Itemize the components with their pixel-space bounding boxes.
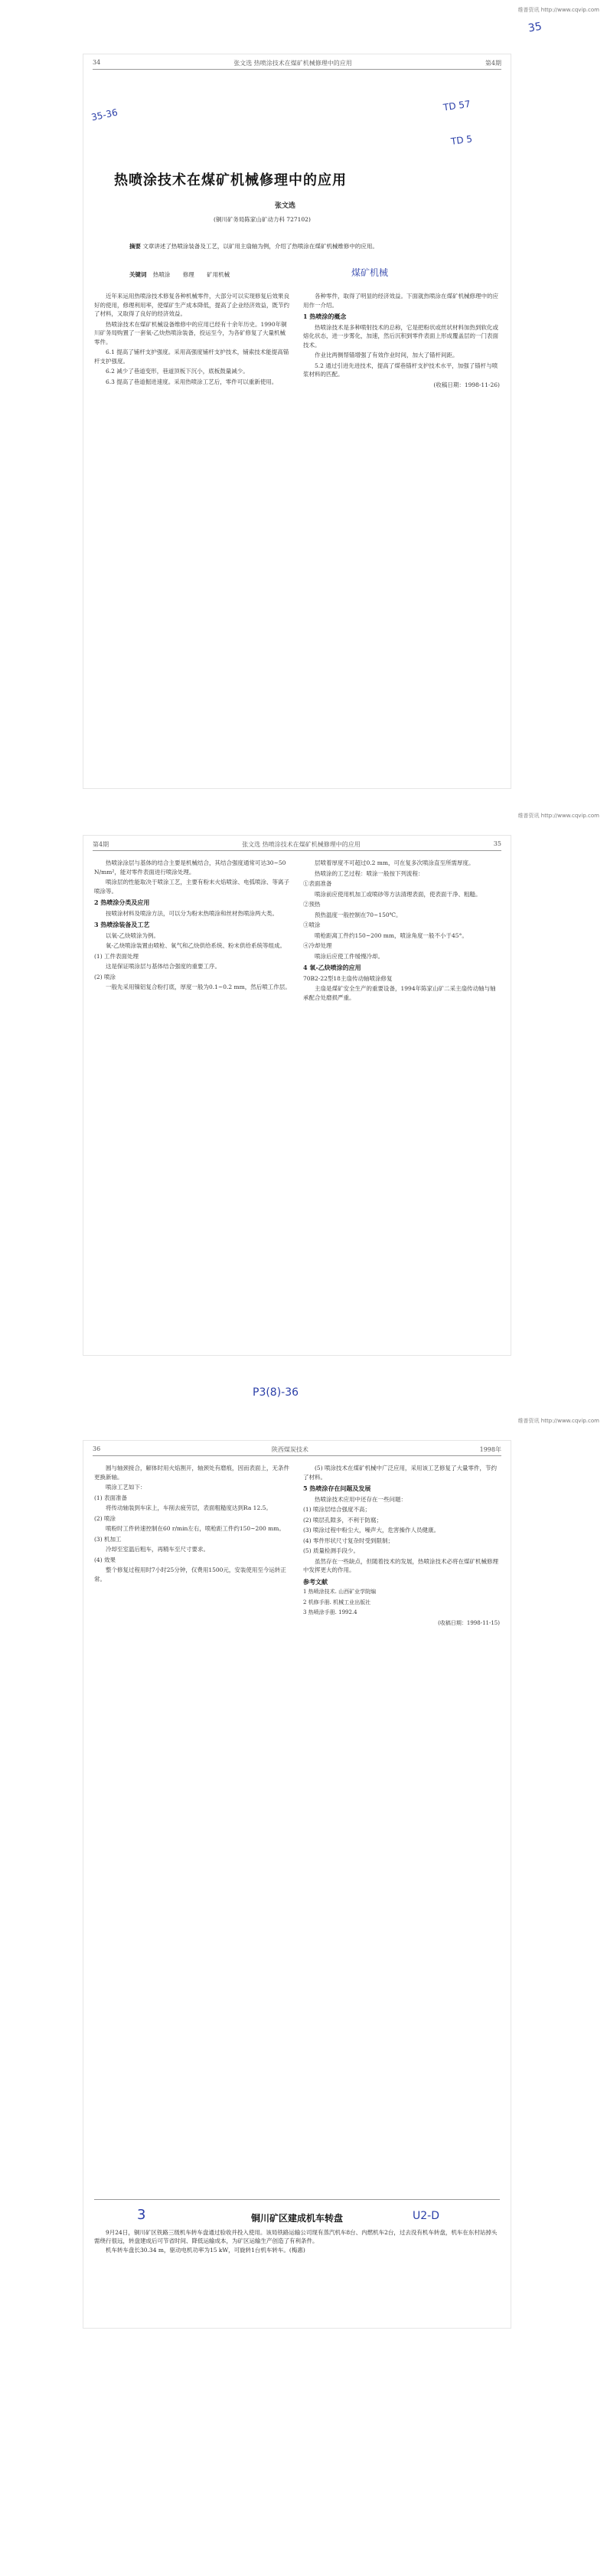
- paragraph: 预热温度一般控制在70~150℃。: [315, 911, 402, 918]
- list-item: (5) 质量检测手段少。: [303, 1547, 360, 1554]
- abstract: [129, 242, 466, 251]
- keyword: 矿用机械: [207, 271, 230, 278]
- keyword: 修理: [182, 271, 194, 278]
- year-label: 1998年: [479, 1446, 501, 1453]
- list-item: (1) 喷涂层结合强度不高；: [303, 1506, 371, 1513]
- section-heading: 1 热喷涂的概念: [303, 313, 347, 320]
- subheading: (2) 喷涂: [94, 973, 116, 980]
- list-item: (3) 喷涂过程中粉尘大，噪声大，危害操作人员健康。: [303, 1527, 440, 1533]
- subheading: ①表面准备: [303, 880, 332, 887]
- paragraph: 热喷涂的工艺过程：喷涂一般按下列流程：: [315, 869, 424, 877]
- subheading: 70B2-22型18主扇传动轴喷涂修复: [303, 974, 393, 982]
- column-right: [303, 1464, 500, 2184]
- handwritten-mark-left: 3: [137, 2207, 146, 2223]
- news-brief: [94, 2214, 500, 2254]
- paragraph: 作业比两侧帮锚增强了有效作业时间，加大了锚杆间距。: [315, 352, 459, 358]
- running-header: [93, 59, 501, 70]
- journal-name: 陕西煤炭技术: [271, 1446, 308, 1453]
- subheading: (1) 表面准备: [94, 1494, 128, 1501]
- paragraph: 冷却至室温后粗车，再精车至尺寸要求。: [106, 1546, 209, 1553]
- paragraph: 喷粉时工件转速控制在60 r/min左右，喷枪距工件约150~200 mm。: [106, 1525, 285, 1532]
- paragraph: 热喷涂技术是多种喷射技术的总称，它是把粉状或丝状材料加热到软化或熔化状态，进一步雾化，加速，然后沉积到零件表面上形成覆盖层的一门表面技术。: [303, 323, 498, 349]
- section-heading: 2 热喷涂分类及应用: [94, 898, 150, 906]
- reference-item: 1 热喷涂技术. 山西矿业学院编: [303, 1589, 377, 1595]
- watermark-label-p2: 维普资讯 http://www.cqvip.com: [517, 813, 599, 819]
- paragraph: 6.2 减少了巷道变形，巷道顶板下沉小，底板鼓量减少。: [106, 368, 249, 375]
- paragraph: 这是保证喷涂层与基体结合强度的重要工序。: [106, 963, 220, 970]
- subheading: (1) 工件表面处理: [94, 952, 139, 960]
- subheading: (3) 机加工: [94, 1535, 122, 1543]
- column-right: [303, 859, 500, 1341]
- running-title: 张文选 热喷涂技术在煤矿机械修理中的应用: [233, 60, 352, 67]
- received-date: (收稿日期：1998-11-15): [438, 1619, 500, 1626]
- body-columns: [94, 292, 500, 614]
- journal-page-34: [83, 54, 511, 789]
- keyword: 热喷涂: [152, 271, 171, 278]
- running-header: [93, 1445, 501, 1456]
- body-columns: [94, 1464, 500, 2184]
- paragraph: 6.3 提高了巷道掘进速度。采用热喷涂工艺后，零件可以重新使用。: [106, 378, 278, 385]
- subheading: ④冷却处理: [303, 942, 332, 949]
- handwritten-corner-mark: 35: [527, 20, 543, 35]
- page-number: 34: [93, 59, 101, 66]
- abstract-label: 摘要: [129, 243, 141, 250]
- running-title: 张文选 热喷涂技术在煤矿机械修理中的应用: [242, 841, 361, 848]
- paragraph: 喷涂前应使用机加工或喷砂等方法清理表面，使表面干净、粗糙。: [315, 890, 481, 898]
- handwritten-page-range: 35-36: [90, 106, 119, 123]
- paragraph: 近年来运用热喷涂技术修复各种机械零件，大部分可以实现修复后效果良好的使用，修理利用率，使煤矿生产成本降低，提高了企业经济效益，既节约了材料，又取得了良好的经济效益。: [94, 293, 289, 317]
- section-heading: 5 热喷涂存在问题及发展: [303, 1484, 371, 1492]
- watermark-label-p3: 维普资讯 http://www.cqvip.com: [517, 1418, 599, 1424]
- paragraph: 氧-乙炔喷涂装置由喷枪、氧气和乙炔供给系统、粉末供给系统等组成。: [106, 942, 286, 949]
- paragraph: 喷枪距离工件约150~200 mm，喷涂角度一般不小于45°。: [315, 931, 468, 939]
- paragraph: 6.1 提高了铺杆支护强度。采用高强度铺杆支护技术，铺索技术能提高锚杆支护强度。: [94, 349, 289, 365]
- abstract-text: 文章讲述了热喷涂装备及工艺，以矿用主扇轴为例，介绍了热喷涂在煤矿机械维修中的应用。: [142, 243, 378, 250]
- author-name: 张文选: [275, 202, 296, 210]
- paragraph: 虽然存在一些缺点，但随着技术的发展，热喷涂技术必将在煤矿机械修理中发挥更大的作用。: [303, 1557, 498, 1573]
- journal-page-35: [83, 835, 511, 1356]
- body-columns: [94, 859, 500, 1341]
- article-title: 热喷涂技术在煤矿机械修理中的应用: [114, 172, 347, 188]
- issue-label: 第4期: [485, 60, 501, 67]
- handwritten-class-code: TD 57: [442, 98, 472, 113]
- paragraph: 整个修复过程用时7小时25分钟，仅费用1500元，安装使用至今运转正常。: [94, 1566, 286, 1583]
- paragraph: 以氧-乙炔喷涂为例。: [106, 931, 160, 939]
- paragraph: (5) 喷涂技术在煤矿机械中广泛应用，采用该工艺修复了大量零件，节约了材料。: [303, 1465, 498, 1481]
- keywords: [129, 270, 240, 279]
- page-number: 36: [93, 1445, 101, 1452]
- references-heading: 参考文献: [303, 1577, 328, 1586]
- subheading: (2) 喷涂: [94, 1514, 116, 1522]
- news-body: 机车转车盘长30.34 m，驱动电机功率为15 kW，可旋转1台机车转车。(梅惠): [106, 2246, 305, 2254]
- handwritten-keyword-note: 煤矿机械: [351, 267, 389, 278]
- handwritten-page-code: P3(8)-36: [253, 1386, 299, 1399]
- paragraph: 将传动轴装到车床上，车削去疲劳层，表面粗糙度达到Ra 12.5。: [106, 1504, 272, 1511]
- paragraph: 层喷着厚度不可超过0.2 mm，可在复多次喷涂直至所需厚度。: [315, 859, 475, 866]
- author-affiliation: (铜川矿务局陈家山矿动力科 727102): [214, 216, 311, 223]
- reference-item: 3 热喷涂手册. 1992.4: [303, 1609, 357, 1615]
- keywords-label: 关键词: [129, 271, 147, 278]
- received-date: (收稿日期：1998-11-26): [433, 381, 500, 388]
- paragraph: 主扇是煤矿安全生产的重要设备，1994年陈家山矿二采主扇传动轴与轴承配合处磨损严重。: [303, 985, 496, 1001]
- subheading: ②预热: [303, 901, 321, 908]
- handwritten-mark-right: U2-D: [413, 2210, 439, 2222]
- paragraph: 各种零件，取得了明显的经济效益。下面就热喷涂在煤矿机械修理中的应用作一介绍。: [303, 293, 498, 309]
- paragraph: 一般先采用镍铝复合粉打底，厚度一般为0.1~0.2 mm，然后喷工作层。: [106, 984, 291, 990]
- subheading: ③喷涂: [303, 921, 321, 928]
- list-item: (4) 零件形状尺寸复杂时受到限制；: [303, 1537, 394, 1544]
- column-left: [94, 859, 291, 1341]
- reference-item: 2 机修手册. 机械工业出版社: [303, 1599, 371, 1605]
- news-title: 铜川矿区建成机车转盘: [250, 2213, 343, 2224]
- paragraph: 喷涂工艺如下：: [106, 1484, 146, 1491]
- column-left: [94, 1464, 291, 2184]
- issue-label: 第4期: [93, 841, 109, 848]
- paragraph: 喷涂后应使工件缓慢冷却。: [315, 952, 383, 960]
- paragraph: 圆与轴颈接合，解体时用火焰割开，轴颈处有磨痕，因而表面上，无条件更换新轴。: [94, 1465, 289, 1481]
- column-left: [94, 292, 291, 614]
- list-item: (2) 喷层孔隙多，不利于防腐；: [303, 1516, 383, 1524]
- running-header: [93, 840, 501, 851]
- journal-page-36: [83, 1440, 511, 2329]
- paragraph: 热喷涂技术在煤矿机械设备维修中的应用已经有十余年历史。1990年铜川矿务局购置了一套氧-乙炔热喷涂装备，投运至今，为各矿修复了大量机械零件。: [94, 320, 287, 345]
- page-number: 35: [493, 840, 501, 847]
- subheading: (4) 效果: [94, 1556, 116, 1563]
- paragraph: 热喷涂涂层与基体的结合主要是机械结合，其结合强度通常可达30~50 N/mm²，能对零件表面进行喷涂处理。: [94, 859, 286, 876]
- paragraph: 按喷涂材料及喷涂方法，可以分为粉末热喷涂和丝材热喷涂两大类。: [106, 909, 278, 917]
- watermark-label-top: 维普资讯 http://www.cqvip.com: [517, 7, 599, 13]
- handwritten-class-code-2: TD 5: [450, 133, 473, 147]
- paragraph: 热喷涂技术应用中还存在一些问题：: [315, 1495, 406, 1503]
- column-right: [303, 292, 500, 614]
- paragraph: 喷涂层的性能取决于喷涂工艺，主要有粉末火焰喷涂、电弧喷涂、等离子喷涂等。: [94, 879, 289, 895]
- news-body: 9月24日，铜川矿区铁路三级机车转车盘通过验收并投入使用。该局铁路运输公司现有蒸汽机车8台、内燃机车2台，过去没有机车转盘，机车在东村站掉头需绕行很远，转盘建成后可节省时间、降低运输成本，为矿区运输生产创造了有利条件。: [94, 2228, 498, 2244]
- divider: [94, 2199, 500, 2200]
- section-heading: 4 氧-乙炔喷涂的应用: [303, 964, 361, 971]
- paragraph: 5.2 通过引进先进技术，提高了煤巷锚杆支护技术水平，加强了锚杆与喷浆材料的匹配。: [303, 362, 498, 378]
- section-heading: 3 热喷涂装备及工艺: [94, 921, 150, 928]
